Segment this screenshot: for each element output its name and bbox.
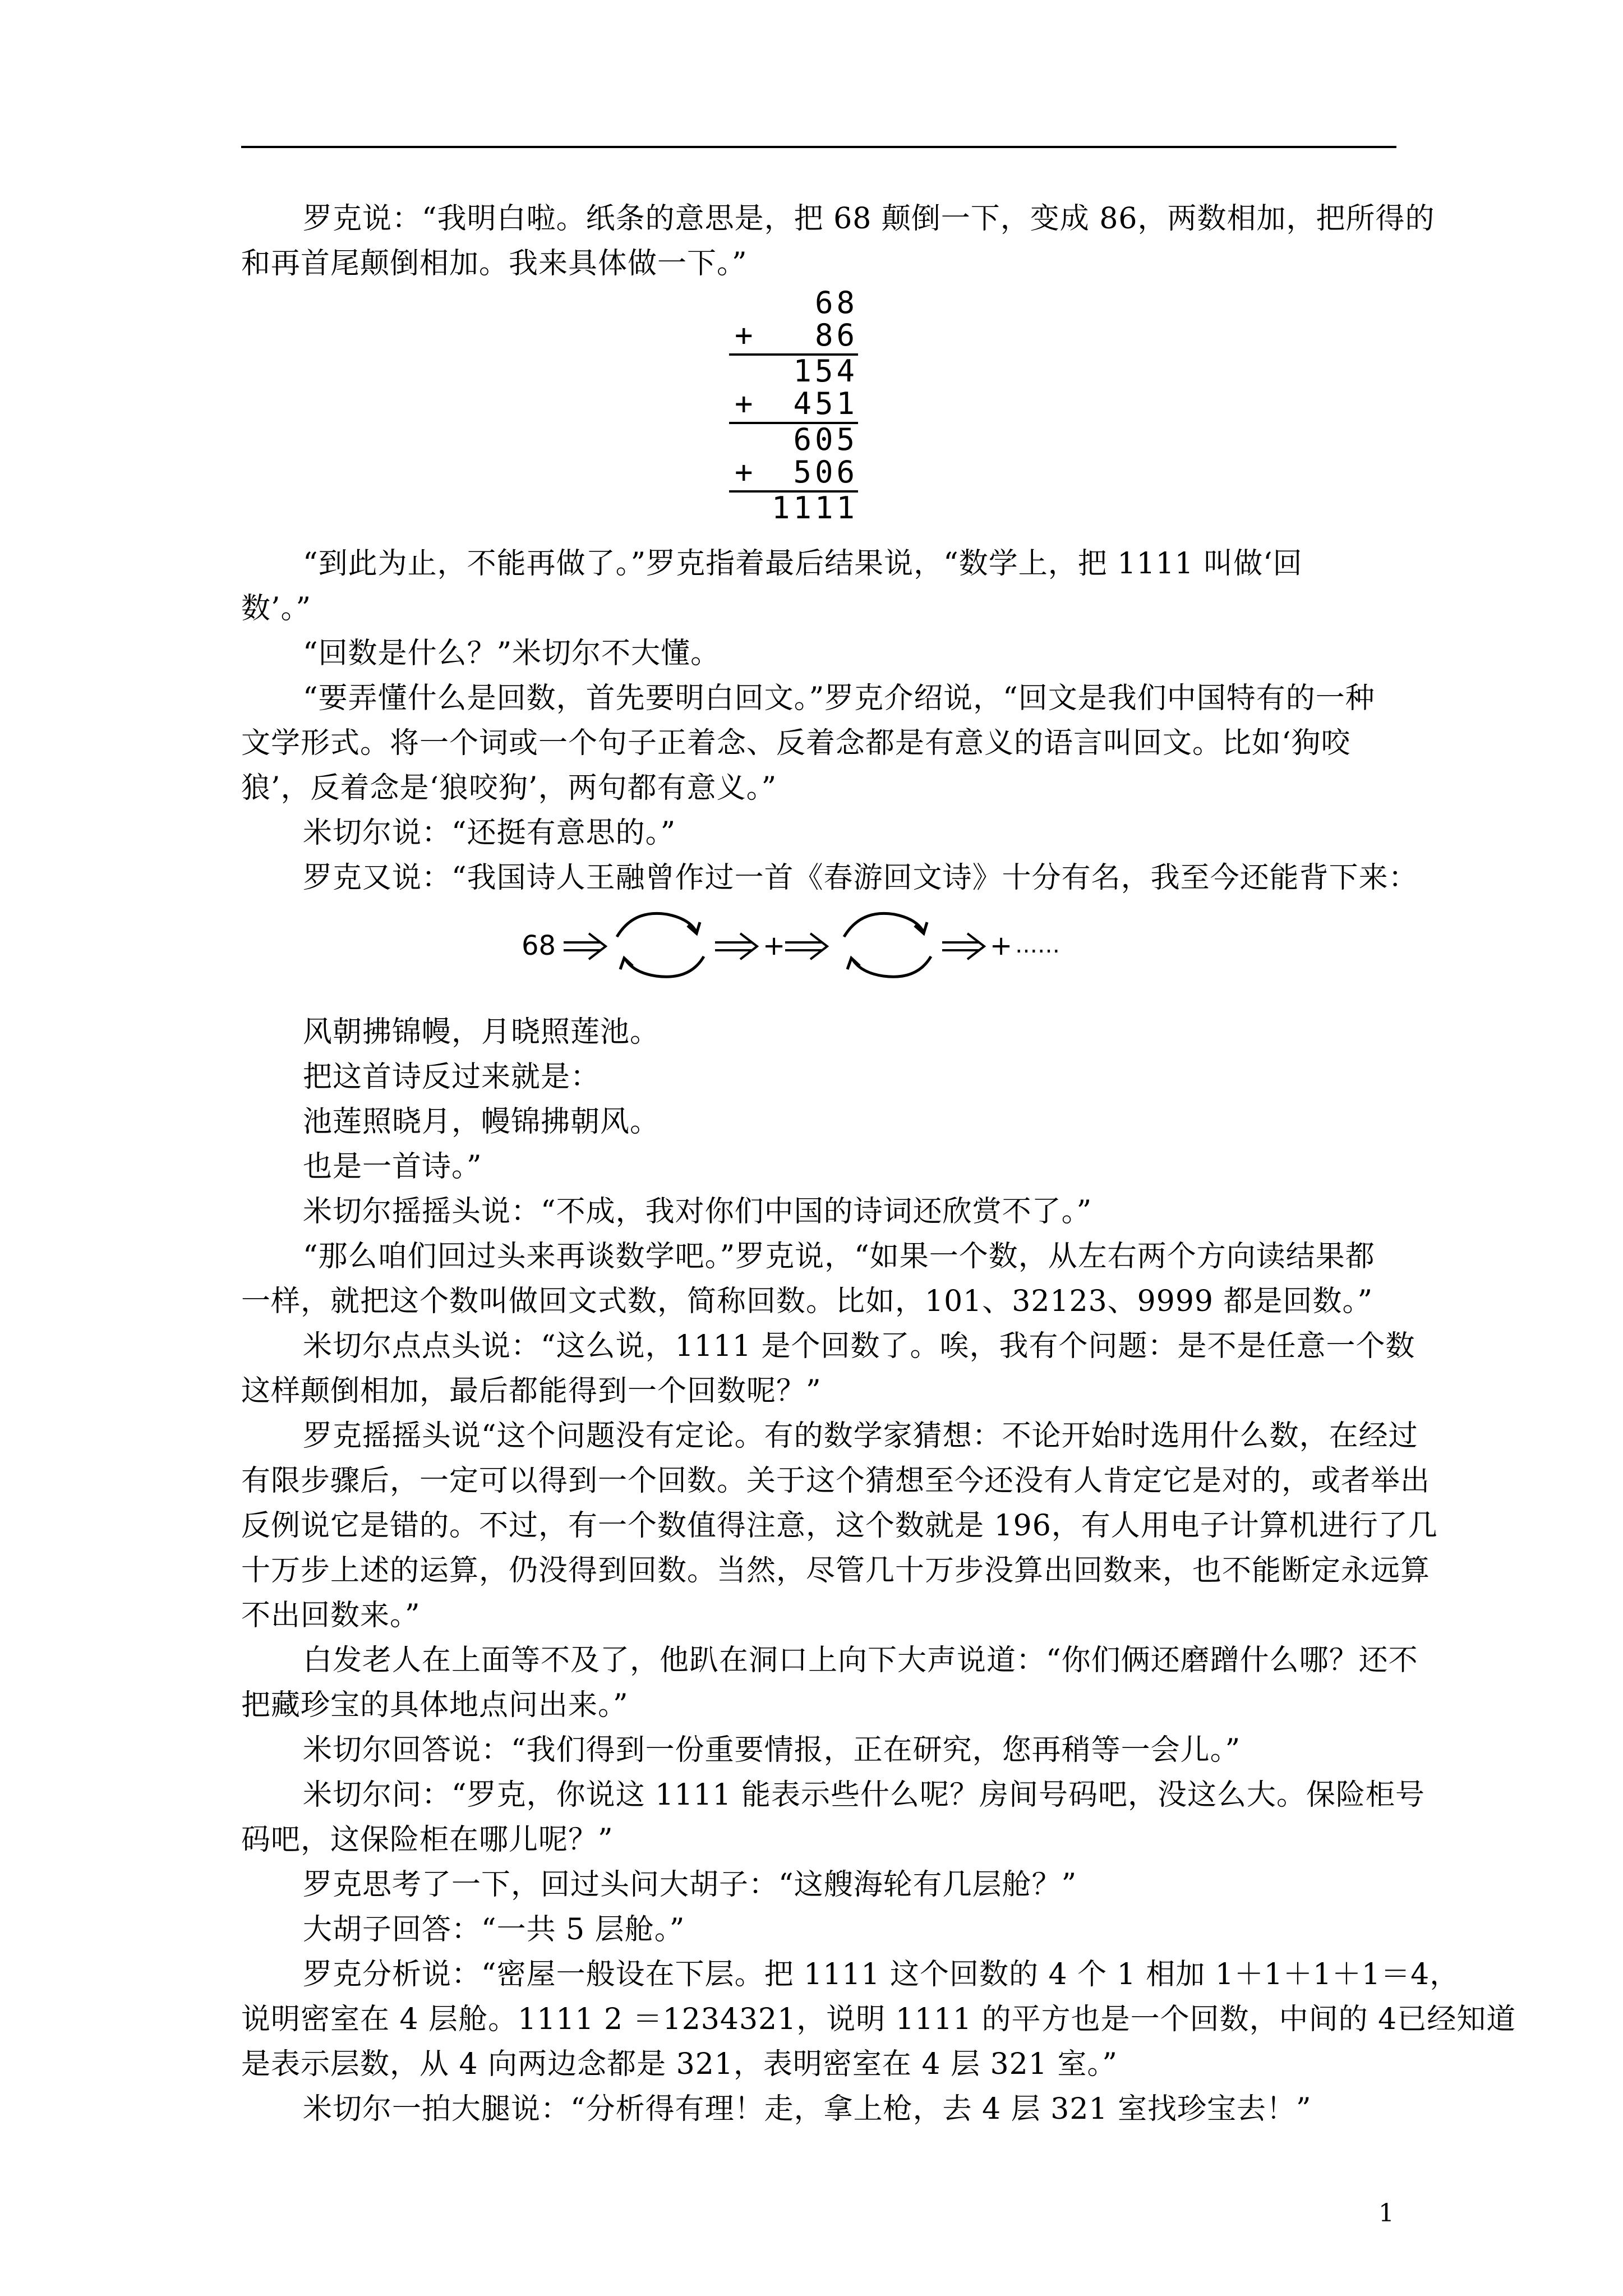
paragraph-7: 把这首诗反过来就是： xyxy=(303,1060,601,1094)
plus-sign: + xyxy=(735,318,753,353)
paragraph-17: 大胡子回答：“一共 5 层舱。” xyxy=(303,1913,685,1947)
paragraph-12-line-5: 不出回数来。” xyxy=(241,1599,421,1632)
paragraph-14: 米切尔回答说：“我们得到一份重要情报，正在研究，您再稍等一会儿。” xyxy=(303,1733,1241,1767)
plus-sign: + xyxy=(735,454,753,490)
arith-operand-4: 506 xyxy=(793,454,858,490)
flow-plus-sign: + xyxy=(990,930,1013,961)
arith-row-7 xyxy=(723,491,858,525)
paragraph-10-line-1: “那么咱们回过头来再谈数学吧。”罗克说，“如果一个数，从左右两个方向读结果都 xyxy=(303,1240,1375,1273)
paragraph-1-line-1: 罗克说：“我明白啦。纸条的意思是，把 68 颠倒一下，变成 86，两数相加，把所得的 xyxy=(303,202,1435,236)
paragraph-1-line-2: 和再首尾颠倒相加。我来具体做一下。” xyxy=(241,247,748,280)
cycle-arrows-icon xyxy=(617,913,704,977)
arith-operand-1: 68 xyxy=(814,285,858,320)
paragraph-6: 罗克又说：“我国诗人王融曾作过一首《春游回文诗》十分有名，我至今还能背下来： xyxy=(303,861,1418,895)
paragraph-10-line-2: 一样，就把这个数叫做回文式数，简称回数。比如，101、32123、9999 都是回数。” xyxy=(241,1285,1373,1318)
flow-diagram-svg xyxy=(522,898,1094,987)
arith-row-2 xyxy=(723,319,858,352)
paragraph-18-line-2: 说明密室在 4 层舱。1111 2 ＝1234321，说明 1111 的平方也是一个回数，中间的 4已经知道 xyxy=(241,2003,1516,2036)
double-arrow-icon xyxy=(942,933,984,959)
paragraph-4-line-2: 文学形式。将一个词或一个句子正着念、反着念都是有意义的语言叫回文。比如‘狗咬 xyxy=(241,726,1351,760)
paragraph-19: 米切尔一拍大腿说：“分析得有理！走，拿上枪，去 4 层 321 室找珍宝去！” xyxy=(303,2092,1312,2126)
flow-start-label: 68 xyxy=(522,930,556,961)
arith-row-3 xyxy=(723,355,858,388)
double-arrow-icon xyxy=(785,933,827,959)
paragraph-16: 罗克思考了一下，回过头问大胡子：“这艘海轮有几层舱？” xyxy=(303,1868,1077,1902)
paragraph-15-line-1: 米切尔问：“罗克，你说这 1111 能表示些什么呢？房间号码吧，没这么大。保险柜号 xyxy=(303,1778,1425,1812)
paragraph-12-line-2: 有限步骤后，一定可以得到一个回数。关于这个猜想至今还没有人肯定它是对的，或者举出 xyxy=(241,1464,1431,1498)
paragraph-9: 米切尔摇摇头说：“不成，我对你们中国的诗词还欣赏不了。” xyxy=(303,1195,1092,1228)
paragraph-11-line-1: 米切尔点点头说：“这么说，1111 是个回数了。唉，我有个问题：是不是任意一个数 xyxy=(303,1329,1415,1363)
arith-operand-2: 86 xyxy=(814,318,858,353)
double-arrow-icon xyxy=(564,933,606,959)
paragraph-11-line-2: 这样颠倒相加，最后都能得到一个回数呢？” xyxy=(241,1374,822,1408)
arith-sum-2: 605 xyxy=(793,422,858,457)
arith-row-1 xyxy=(723,286,858,320)
poem-line-2: 池莲照晓月，幔锦拂朝风。 xyxy=(303,1105,660,1139)
arith-row-6 xyxy=(723,455,858,489)
paragraph-2-line-1: “到此为止，不能再做了。”罗克指着最后结果说，“数学上，把 1111 叫做‘回 xyxy=(303,547,1303,581)
arith-sum-1: 154 xyxy=(793,353,858,389)
paragraph-8: 也是一首诗。” xyxy=(303,1150,482,1184)
paragraph-12-line-4: 十万步上述的运算，仍没得到回数。当然，尽管几十万步没算出回数来，也不能断定永远算 xyxy=(241,1554,1431,1588)
poem-line-1: 风朝拂锦幔，月晓照莲池。 xyxy=(303,1015,660,1049)
arith-operand-3: 451 xyxy=(793,386,858,421)
header-rule xyxy=(241,146,1396,148)
paragraph-2-line-2: 数’。” xyxy=(241,592,312,625)
double-arrow-icon xyxy=(715,933,757,959)
paragraph-15-line-2: 码吧，这保险柜在哪儿呢？” xyxy=(241,1823,614,1857)
arith-result: 1111 xyxy=(771,490,858,526)
flow-ellipsis: …… xyxy=(1015,932,1060,958)
cycle-arrows-icon xyxy=(844,913,931,977)
paragraph-18-line-1: 罗克分析说：“密屋一般设在下层。把 1111 这个回数的 4 个 1 相加 1＋1＋1＋1＝4， xyxy=(303,1958,1460,1991)
palindrome-flow-diagram xyxy=(522,898,1094,987)
arith-row-4 xyxy=(723,387,858,421)
paragraph-12-line-1: 罗克摇摇头说“这个问题没有定论。有的数学家猜想：不论开始时选用什么数，在经过 xyxy=(303,1419,1418,1453)
page-number: 1 xyxy=(1378,2199,1394,2228)
plus-sign: + xyxy=(735,386,753,421)
flow-plus-sign: + xyxy=(763,930,786,961)
paragraph-4-line-1: “要弄懂什么是回数，首先要明白回文。”罗克介绍说，“回文是我们中国特有的一种 xyxy=(303,682,1375,715)
paragraph-3: “回数是什么？”米切尔不大懂。 xyxy=(303,637,721,670)
paragraph-4-line-3: 狼’，反着念是‘狼咬狗’，两句都有意义。” xyxy=(241,771,777,805)
paragraph-18-line-3: 是表示层数，从 4 向两边念都是 321，表明密室在 4 层 321 室。” xyxy=(241,2047,1118,2081)
paragraph-13-line-2: 把藏珍宝的具体地点问出来。” xyxy=(241,1688,629,1722)
arith-row-5 xyxy=(723,423,858,457)
paragraph-5: 米切尔说：“还挺有意思的。” xyxy=(303,816,676,850)
paragraph-13-line-1: 白发老人在上面等不及了，他趴在洞口上向下大声说道：“你们俩还磨蹭什么哪？还不 xyxy=(303,1644,1418,1677)
paragraph-12-line-3: 反例说它是错的。不过，有一个数值得注意，这个数就是 196，有人用电子计算机进行了几 xyxy=(241,1509,1438,1543)
